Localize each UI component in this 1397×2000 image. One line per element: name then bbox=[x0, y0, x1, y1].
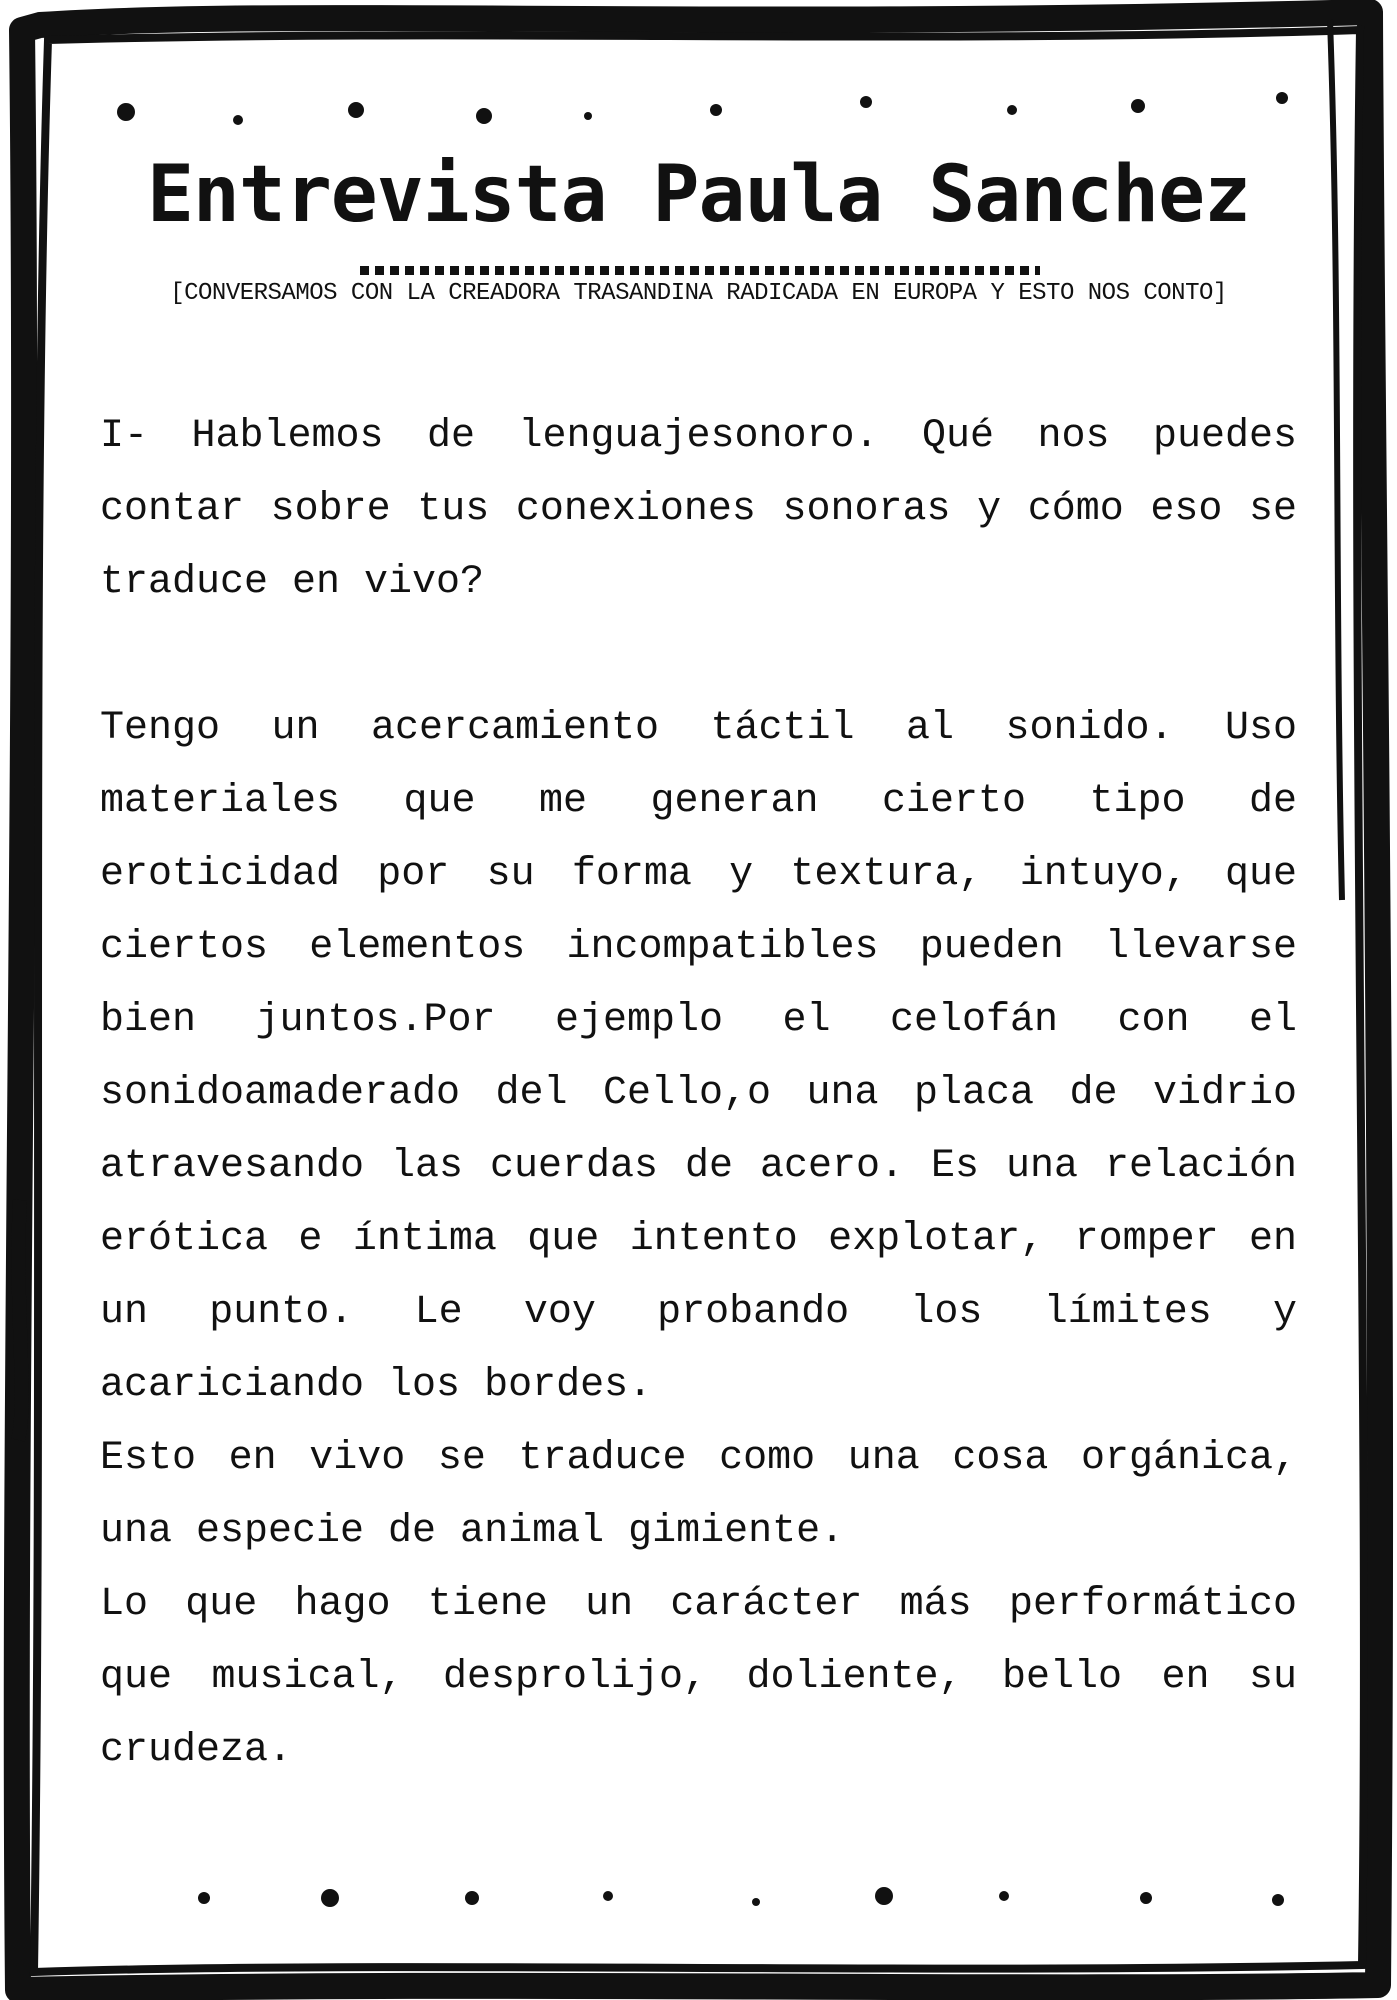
article-title: Entrevista Paula Sanchez bbox=[146, 150, 1251, 240]
answer-paragraph: Lo que hago tiene un carácter más performático que musical, desprolijo, doliente, bello en su crudeza. bbox=[100, 1582, 1297, 1773]
answer-paragraph: Tengo un acercamiento táctil al sonido. Uso materiales que me generan cierto tipo de eroticidad por su forma y textura, intuyo, que ciertos elementos incompatibles pueden llevarse bien juntos.Por ejemplo el celofán con el sonidoamaderado del Cello,o una placa de vidrio atravesando las cuerdas de acero. Es una relación erótica e íntima que intento explotar, romper en un punto. Le voy probando los límites y acariciando los bordes. bbox=[100, 706, 1297, 1408]
article-body bbox=[100, 400, 1297, 1787]
paragraph-gap bbox=[100, 619, 1297, 692]
decorative-dots-bottom bbox=[0, 1876, 1397, 1916]
answer-paragraph: Esto en vivo se traduce como una cosa orgánica, una especie de animal gimiente. bbox=[100, 1436, 1297, 1554]
article-subtitle: [CONVERSAMOS CON LA CREADORA TRASANDINA RADICADA EN EUROPA Y ESTO NOS CONTO] bbox=[170, 280, 1227, 307]
dotted-underline bbox=[360, 266, 1040, 275]
interview-question: I- Hablemos de lenguajesonoro. Qué nos puedes contar sobre tus conexiones sonoras y cómo eso se traduce en vivo? bbox=[100, 414, 1297, 605]
decorative-dots-top bbox=[0, 90, 1397, 130]
